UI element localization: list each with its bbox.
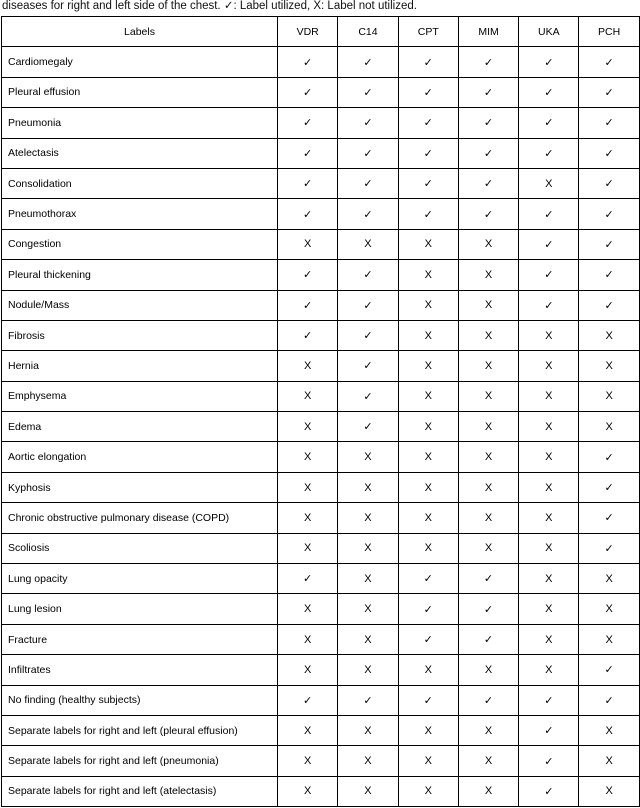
mark-check: ✓: [458, 624, 518, 654]
mark-cross: X: [398, 715, 458, 745]
mark-cross: X: [398, 503, 458, 533]
mark-cross: X: [458, 381, 518, 411]
mark-cross: X: [579, 624, 639, 654]
mark-check: ✓: [338, 412, 398, 442]
mark-check: ✓: [278, 564, 338, 594]
mark-check: ✓: [338, 47, 398, 77]
column-header-mim: MIM: [458, 17, 518, 47]
mark-cross: X: [579, 594, 639, 624]
mark-cross: X: [519, 564, 579, 594]
mark-cross: X: [458, 533, 518, 563]
mark-cross: X: [519, 320, 579, 350]
mark-check: ✓: [579, 290, 639, 320]
mark-cross: X: [278, 746, 338, 776]
mark-check: ✓: [579, 442, 639, 472]
table-row: [2, 746, 640, 776]
mark-check: ✓: [398, 685, 458, 715]
table-row: [2, 533, 640, 563]
mark-check: ✓: [458, 685, 518, 715]
mark-cross: X: [579, 564, 639, 594]
table-row: [2, 108, 640, 138]
table-row: [2, 320, 640, 350]
mark-check: ✓: [579, 108, 639, 138]
mark-check: ✓: [278, 138, 338, 168]
mark-check: ✓: [398, 199, 458, 229]
mark-check: ✓: [579, 533, 639, 563]
mark-cross: X: [579, 320, 639, 350]
mark-check: ✓: [458, 138, 518, 168]
mark-cross: X: [278, 624, 338, 654]
mark-check: ✓: [519, 290, 579, 320]
mark-check: ✓: [398, 564, 458, 594]
row-label: Fracture: [2, 624, 278, 654]
mark-cross: X: [458, 503, 518, 533]
table-row: [2, 594, 640, 624]
table-body: [2, 47, 640, 807]
mark-check: ✓: [458, 168, 518, 198]
mark-check: ✓: [338, 168, 398, 198]
label-availability-table: [1, 16, 640, 807]
mark-cross: X: [458, 746, 518, 776]
mark-check: ✓: [398, 108, 458, 138]
table-row: [2, 168, 640, 198]
row-label: Aortic elongation: [2, 442, 278, 472]
mark-check: ✓: [398, 77, 458, 107]
mark-check: ✓: [338, 199, 398, 229]
mark-cross: X: [458, 655, 518, 685]
row-label: Separate labels for right and left (atelectasis): [2, 776, 278, 806]
mark-check: ✓: [398, 138, 458, 168]
column-header-labels: Labels: [2, 17, 278, 47]
mark-check: ✓: [338, 351, 398, 381]
mark-cross: X: [278, 533, 338, 563]
mark-cross: X: [519, 624, 579, 654]
mark-check: ✓: [579, 503, 639, 533]
mark-cross: X: [458, 290, 518, 320]
mark-cross: X: [398, 442, 458, 472]
table-row: [2, 290, 640, 320]
mark-cross: X: [519, 351, 579, 381]
mark-cross: X: [458, 260, 518, 290]
mark-cross: X: [519, 472, 579, 502]
mark-cross: X: [338, 503, 398, 533]
mark-cross: X: [398, 381, 458, 411]
row-label: Pneumonia: [2, 108, 278, 138]
mark-cross: X: [458, 776, 518, 806]
mark-check: ✓: [398, 47, 458, 77]
row-label: Cardiomegaly: [2, 47, 278, 77]
mark-check: ✓: [519, 776, 579, 806]
mark-check: ✓: [579, 199, 639, 229]
mark-check: ✓: [458, 47, 518, 77]
row-label: Lung opacity: [2, 564, 278, 594]
mark-check: ✓: [278, 77, 338, 107]
table-row: [2, 138, 640, 168]
mark-check: ✓: [458, 77, 518, 107]
mark-check: ✓: [579, 229, 639, 259]
mark-cross: X: [579, 412, 639, 442]
mark-check: ✓: [278, 290, 338, 320]
mark-cross: X: [338, 533, 398, 563]
column-header-pch: PCH: [579, 17, 639, 47]
table-row: [2, 229, 640, 259]
mark-check: ✓: [278, 108, 338, 138]
row-label: Nodule/Mass: [2, 290, 278, 320]
mark-cross: X: [519, 381, 579, 411]
mark-cross: X: [278, 229, 338, 259]
table-row: [2, 685, 640, 715]
mark-cross: X: [398, 229, 458, 259]
mark-check: ✓: [338, 138, 398, 168]
table-row: [2, 351, 640, 381]
mark-check: ✓: [579, 138, 639, 168]
mark-check: ✓: [278, 199, 338, 229]
mark-cross: X: [579, 715, 639, 745]
column-header-c14: C14: [338, 17, 398, 47]
row-label: Lung lesion: [2, 594, 278, 624]
table-row: [2, 503, 640, 533]
mark-check: ✓: [278, 260, 338, 290]
mark-cross: X: [338, 655, 398, 685]
row-label: Edema: [2, 412, 278, 442]
table-caption: diseases for right and left side of the chest. ✓: Label utilized, X: Label not utilized.: [2, 0, 417, 12]
mark-cross: X: [519, 412, 579, 442]
mark-cross: X: [579, 746, 639, 776]
mark-cross: X: [458, 715, 518, 745]
mark-check: ✓: [338, 290, 398, 320]
mark-cross: X: [338, 442, 398, 472]
mark-cross: X: [338, 594, 398, 624]
mark-cross: X: [458, 351, 518, 381]
mark-check: ✓: [458, 108, 518, 138]
mark-check: ✓: [579, 260, 639, 290]
mark-check: ✓: [519, 199, 579, 229]
table-row: [2, 47, 640, 77]
mark-check: ✓: [519, 746, 579, 776]
mark-cross: X: [398, 260, 458, 290]
mark-check: ✓: [519, 715, 579, 745]
mark-check: ✓: [338, 320, 398, 350]
mark-cross: X: [398, 472, 458, 502]
mark-check: ✓: [278, 47, 338, 77]
mark-check: ✓: [338, 108, 398, 138]
mark-cross: X: [278, 442, 338, 472]
mark-cross: X: [338, 624, 398, 654]
mark-check: ✓: [519, 47, 579, 77]
mark-check: ✓: [338, 77, 398, 107]
mark-cross: X: [398, 655, 458, 685]
row-label: No finding (healthy subjects): [2, 685, 278, 715]
mark-cross: X: [398, 320, 458, 350]
row-label: Emphysema: [2, 381, 278, 411]
mark-check: ✓: [278, 685, 338, 715]
mark-check: ✓: [579, 472, 639, 502]
mark-cross: X: [398, 290, 458, 320]
mark-check: ✓: [579, 168, 639, 198]
column-header-cpt: CPT: [398, 17, 458, 47]
mark-check: ✓: [278, 320, 338, 350]
mark-cross: X: [579, 776, 639, 806]
mark-check: ✓: [519, 229, 579, 259]
row-label: Pleural thickening: [2, 260, 278, 290]
table-row: [2, 776, 640, 806]
table-row: [2, 260, 640, 290]
table-row: [2, 715, 640, 745]
mark-cross: X: [398, 412, 458, 442]
table-header: [2, 17, 640, 47]
mark-cross: X: [458, 320, 518, 350]
mark-cross: X: [278, 715, 338, 745]
table-row: [2, 412, 640, 442]
mark-check: ✓: [458, 594, 518, 624]
mark-cross: X: [519, 533, 579, 563]
table-row: [2, 655, 640, 685]
mark-check: ✓: [398, 624, 458, 654]
table-row: [2, 381, 640, 411]
mark-check: ✓: [519, 138, 579, 168]
row-label: Kyphosis: [2, 472, 278, 502]
mark-cross: X: [338, 564, 398, 594]
mark-check: ✓: [519, 77, 579, 107]
mark-cross: X: [278, 412, 338, 442]
mark-cross: X: [278, 503, 338, 533]
row-label: Congestion: [2, 229, 278, 259]
column-header-vdr: VDR: [278, 17, 338, 47]
mark-cross: X: [398, 533, 458, 563]
mark-cross: X: [278, 472, 338, 502]
mark-check: ✓: [458, 564, 518, 594]
row-label: Separate labels for right and left (pleural effusion): [2, 715, 278, 745]
mark-check: ✓: [338, 381, 398, 411]
row-label: Separate labels for right and left (pneumonia): [2, 746, 278, 776]
mark-check: ✓: [338, 685, 398, 715]
row-label: Fibrosis: [2, 320, 278, 350]
mark-check: ✓: [579, 685, 639, 715]
mark-check: ✓: [278, 168, 338, 198]
mark-cross: X: [278, 594, 338, 624]
row-label: Chronic obstructive pulmonary disease (COPD): [2, 503, 278, 533]
row-label: Infiltrates: [2, 655, 278, 685]
row-label: Consolidation: [2, 168, 278, 198]
table-row: [2, 564, 640, 594]
mark-check: ✓: [398, 168, 458, 198]
row-label: Hernia: [2, 351, 278, 381]
mark-cross: X: [519, 442, 579, 472]
mark-cross: X: [519, 168, 579, 198]
mark-check: ✓: [398, 594, 458, 624]
table-header-row: [2, 17, 640, 47]
mark-cross: X: [458, 442, 518, 472]
mark-cross: X: [458, 412, 518, 442]
mark-check: ✓: [519, 685, 579, 715]
mark-cross: X: [519, 655, 579, 685]
mark-cross: X: [338, 229, 398, 259]
mark-check: ✓: [338, 260, 398, 290]
mark-check: ✓: [579, 655, 639, 685]
row-label: Pleural effusion: [2, 77, 278, 107]
table-row: [2, 472, 640, 502]
mark-cross: X: [458, 472, 518, 502]
mark-cross: X: [398, 351, 458, 381]
mark-check: ✓: [579, 47, 639, 77]
table-row: [2, 77, 640, 107]
mark-cross: X: [519, 503, 579, 533]
mark-cross: X: [338, 715, 398, 745]
mark-cross: X: [338, 776, 398, 806]
column-header-uka: UKA: [519, 17, 579, 47]
table-row: [2, 624, 640, 654]
mark-cross: X: [398, 776, 458, 806]
row-label: Atelectasis: [2, 138, 278, 168]
mark-cross: X: [278, 776, 338, 806]
mark-cross: X: [579, 351, 639, 381]
mark-cross: X: [278, 351, 338, 381]
table-row: [2, 199, 640, 229]
mark-cross: X: [278, 381, 338, 411]
row-label: Pneumothorax: [2, 199, 278, 229]
mark-check: ✓: [458, 199, 518, 229]
row-label: Scoliosis: [2, 533, 278, 563]
mark-cross: X: [338, 746, 398, 776]
mark-cross: X: [278, 655, 338, 685]
mark-cross: X: [458, 229, 518, 259]
mark-cross: X: [519, 594, 579, 624]
mark-check: ✓: [579, 77, 639, 107]
mark-check: ✓: [519, 108, 579, 138]
mark-cross: X: [579, 381, 639, 411]
mark-cross: X: [338, 472, 398, 502]
mark-cross: X: [398, 746, 458, 776]
mark-check: ✓: [519, 260, 579, 290]
table-row: [2, 442, 640, 472]
